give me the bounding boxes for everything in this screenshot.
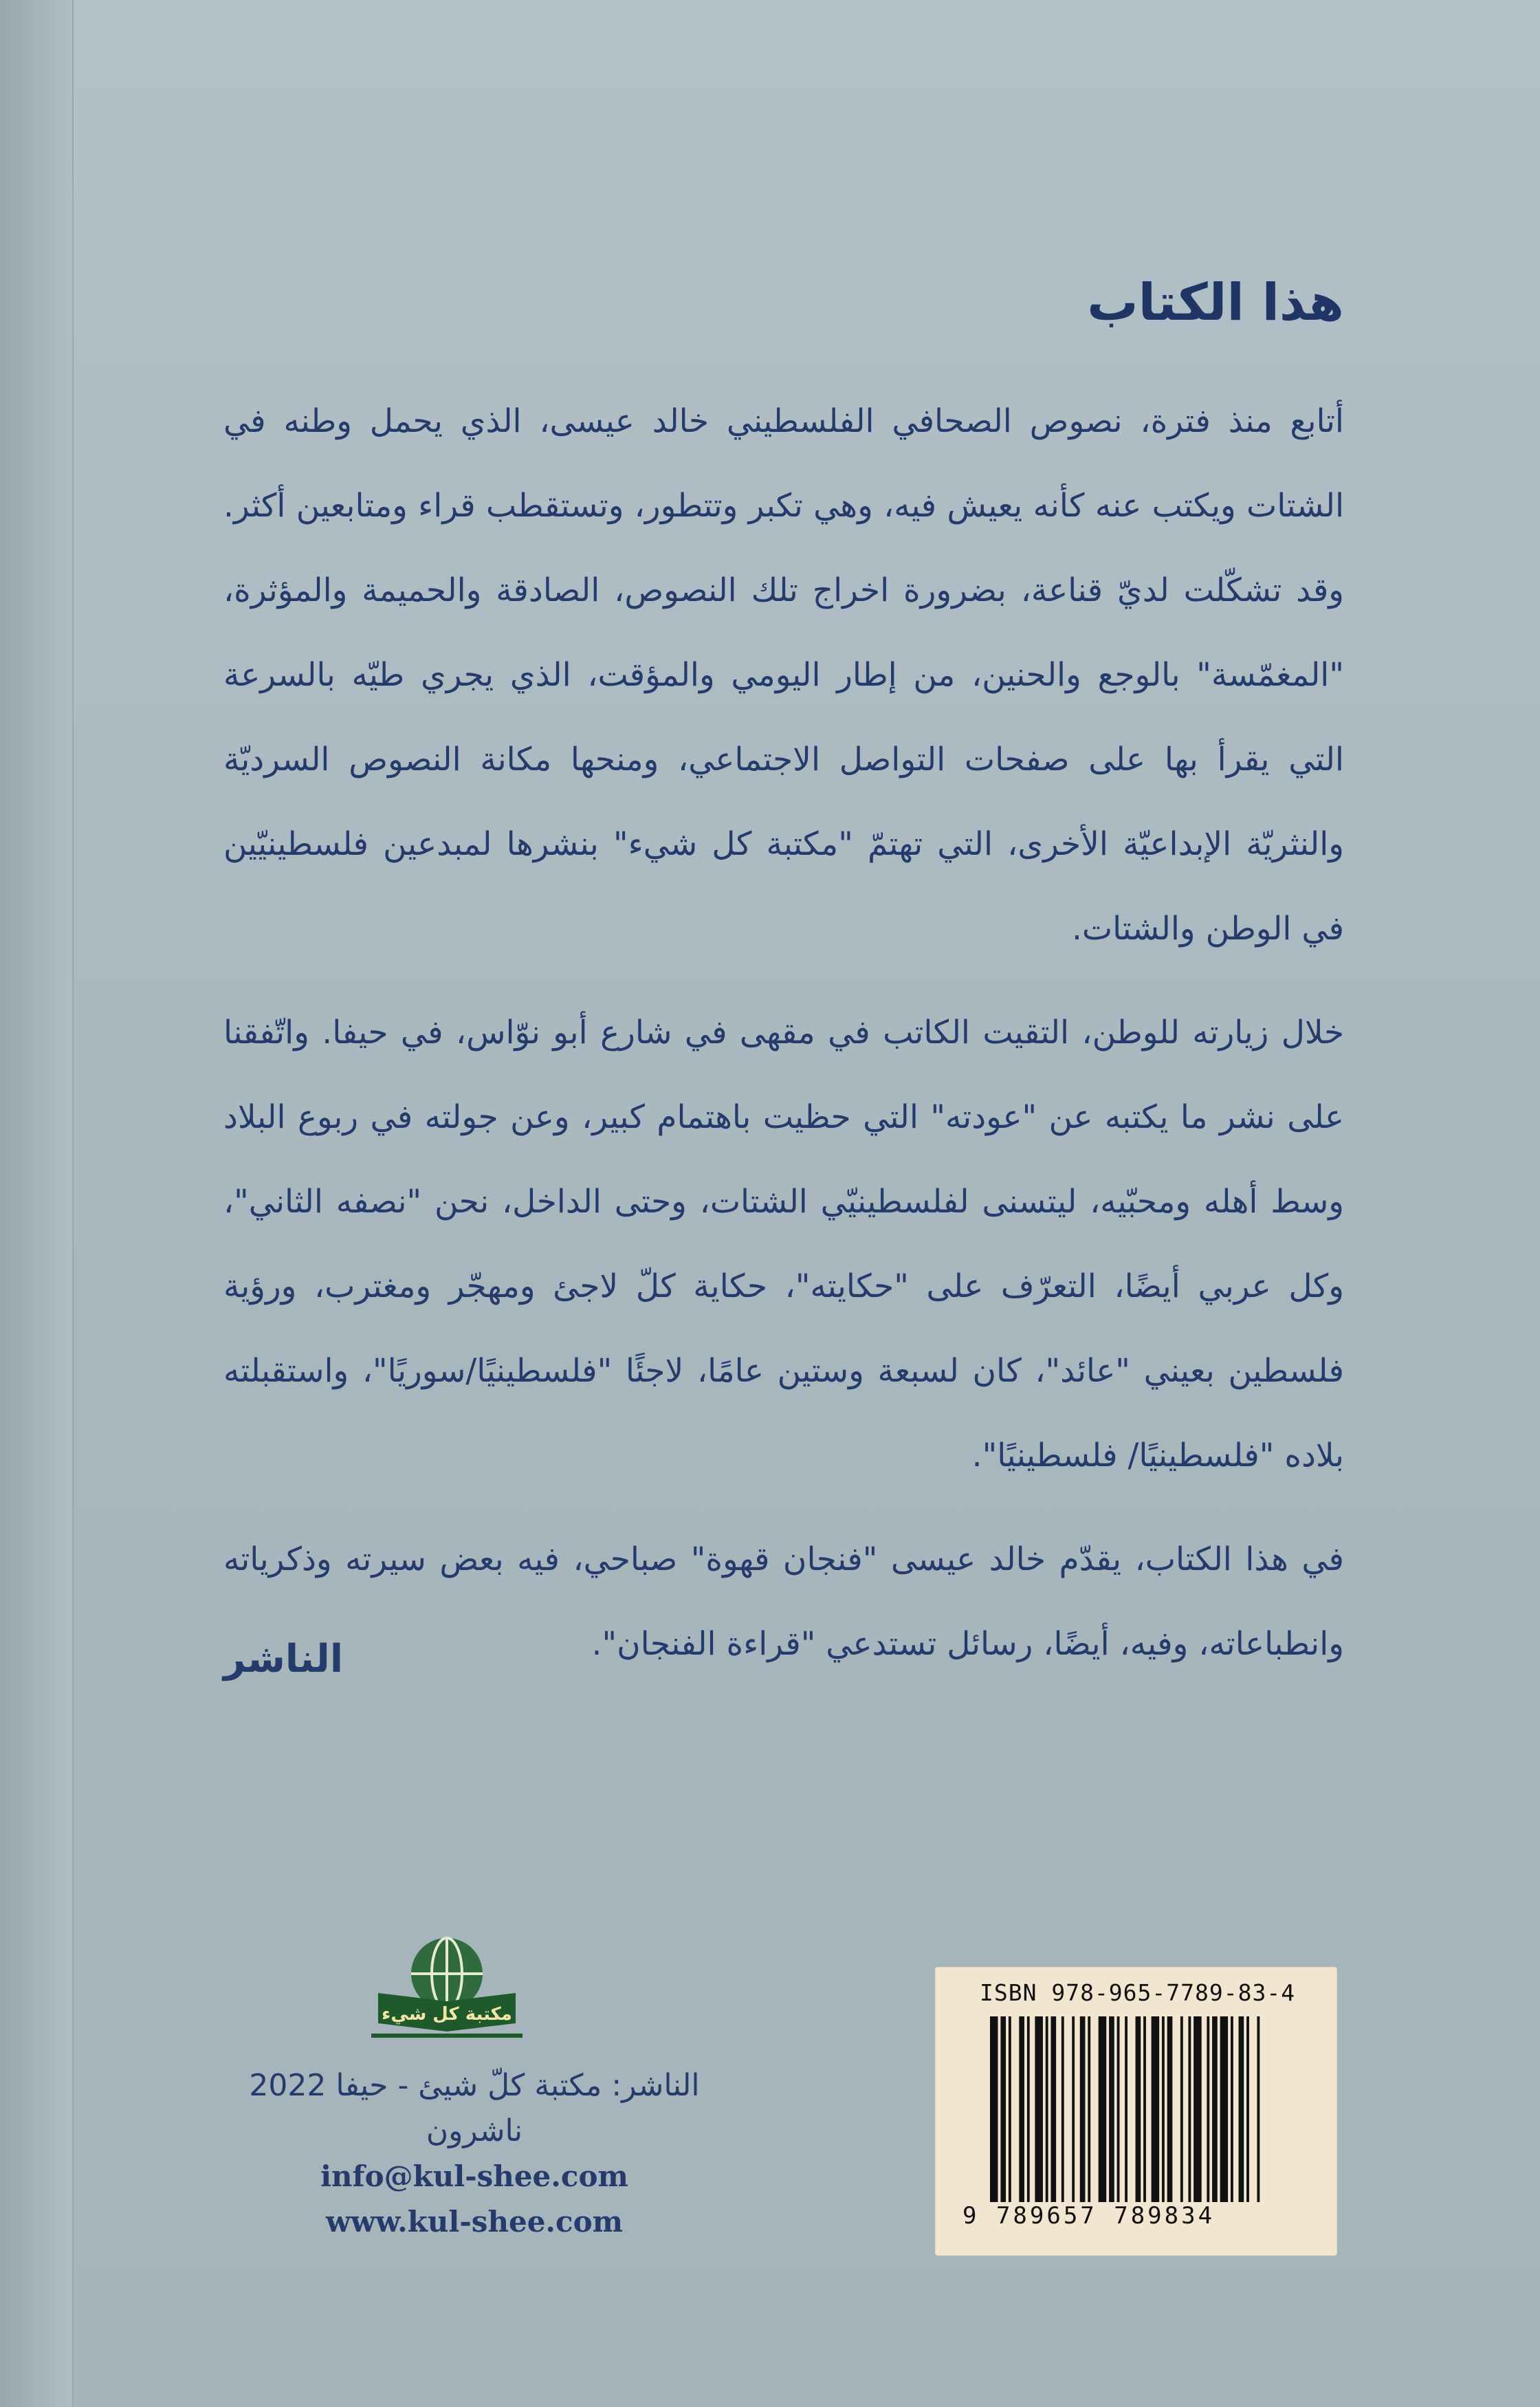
blurb-paragraph: خلال زيارته للوطن، التقيت الكاتب في مقهى في شارع أبو نوّاس، في حيفا. واتّفقنا على نشر ما يكتبه عن "عودته" التي حظيت باهتمام كبير، وعن جولته في ربوع البلاد وسط أهله ومحبّيه، ليتسنى لفلسطينيّي الشتات، وحتى الداخل، نحن "نصفه الثاني"، وكل عربي أيضًا، التعرّف على "حكايته"، حكاية كلّ لاجئ ومهجّر ومغترب، ورؤية فلسطين بعيني "عائد"، كان لسبعة وستين عامًا، لاجئًا "فلسطينيًا/سوريًا"، واستقبلته بلاده "فلسطينيًا/ فلسطينيًا". bbox=[223, 1014, 1344, 1475]
barcode-bar bbox=[1050, 2016, 1056, 2202]
barcode-bar bbox=[1152, 2016, 1160, 2202]
barcode-bar bbox=[1027, 2016, 1030, 2202]
barcode-bar bbox=[1220, 2016, 1229, 2202]
blurb-paragraph: أتابع منذ فترة، نصوص الصحافي الفلسطيني خالد عيسى، الذي يحمل وطنه في الشتات ويكتب عنه كأنه يعيش فيه، وهي تكبر وتتطور، وتستقطب قراء ومتابعين أكثر. وقد تشكّلت لديّ قناعة، بضرورة اخراج تلك النصوص، الصادقة والحميمة والمؤثرة، "المغمّسة" بالوجع والحنين، من إطار اليومي والمؤقت، الذي يجري طيّه بالسرعة التي يقرأ بها على صفحات التواصل الاجتماعي، ومنحها مكانة النصوص السرديّة والنثريّة الإبداعيّة الأخرى، التي تهتمّ "مكتبة كل شيء" بنشرها لمبدعين فلسطينيّين في الوطن والشتات. bbox=[223, 402, 1344, 948]
barcode-bar bbox=[1000, 2016, 1006, 2202]
blurb-heading: هذا الكتاب bbox=[1087, 273, 1344, 332]
barcode-bar bbox=[1188, 2016, 1191, 2202]
barcode-bar bbox=[1088, 2016, 1090, 2202]
barcode-bar bbox=[1231, 2016, 1233, 2202]
barcode-bar bbox=[1136, 2016, 1141, 2202]
barcode-bar bbox=[1180, 2016, 1183, 2202]
barcode-bar bbox=[1167, 2016, 1173, 2202]
barcode-bar bbox=[1062, 2016, 1064, 2202]
blurb bbox=[223, 275, 1344, 1706]
barcode-bar bbox=[1099, 2016, 1107, 2202]
barcode-bar bbox=[1117, 2016, 1120, 2202]
publisher-logo bbox=[364, 1932, 529, 2049]
barcode-bar bbox=[1035, 2016, 1043, 2202]
spine-edge bbox=[0, 0, 74, 2407]
barcode-bar bbox=[1125, 2016, 1128, 2202]
barcode-bar bbox=[1257, 2016, 1260, 2202]
blurb-paragraph: في هذا الكتاب، يقدّم خالد عيسى "فنجان قهوة" صباحي، فيه بعض سيرته وذكرياته وانطباعاته، وفيه، أيضًا، رسائل تستدعي "قراءة الفنجان". bbox=[223, 1540, 1344, 1664]
isbn-number: ISBN 978-965-7789-83-4 bbox=[980, 1979, 1296, 2006]
publisher-type: ناشرون bbox=[426, 2113, 523, 2148]
barcode-bar bbox=[990, 2016, 998, 2202]
publisher-email[interactable]: info@kul-shee.com bbox=[320, 2159, 628, 2193]
barcode-bar bbox=[1009, 2016, 1011, 2202]
barcode-bar bbox=[1194, 2016, 1202, 2202]
barcode-bar bbox=[1109, 2016, 1114, 2202]
barcode-bar bbox=[1207, 2016, 1209, 2202]
barcode-bar bbox=[1162, 2016, 1165, 2202]
publisher-signature: الناشر bbox=[223, 1637, 344, 1681]
barcode-bar bbox=[1046, 2016, 1048, 2202]
barcode-bar bbox=[1080, 2016, 1086, 2202]
publisher-line: الناشر: مكتبة كلّ شيئ - حيفا 2022 bbox=[249, 2068, 700, 2103]
logo-text: مكتبة كل شيء bbox=[382, 2004, 512, 2025]
barcode-bar bbox=[1246, 2016, 1249, 2202]
barcode-bar bbox=[1239, 2016, 1244, 2202]
publisher-website[interactable]: www.kul-shee.com bbox=[325, 2205, 624, 2239]
barcode-digits: 9 789657 789834 bbox=[962, 2202, 1216, 2230]
barcode-bar bbox=[1212, 2016, 1218, 2202]
publisher-info bbox=[206, 2063, 742, 2245]
barcode-label bbox=[935, 1967, 1337, 2256]
barcode-bars bbox=[990, 2016, 1265, 2202]
barcode-bar bbox=[1072, 2016, 1075, 2202]
barcode-bar bbox=[1019, 2016, 1024, 2202]
barcode-bar bbox=[1143, 2016, 1146, 2202]
